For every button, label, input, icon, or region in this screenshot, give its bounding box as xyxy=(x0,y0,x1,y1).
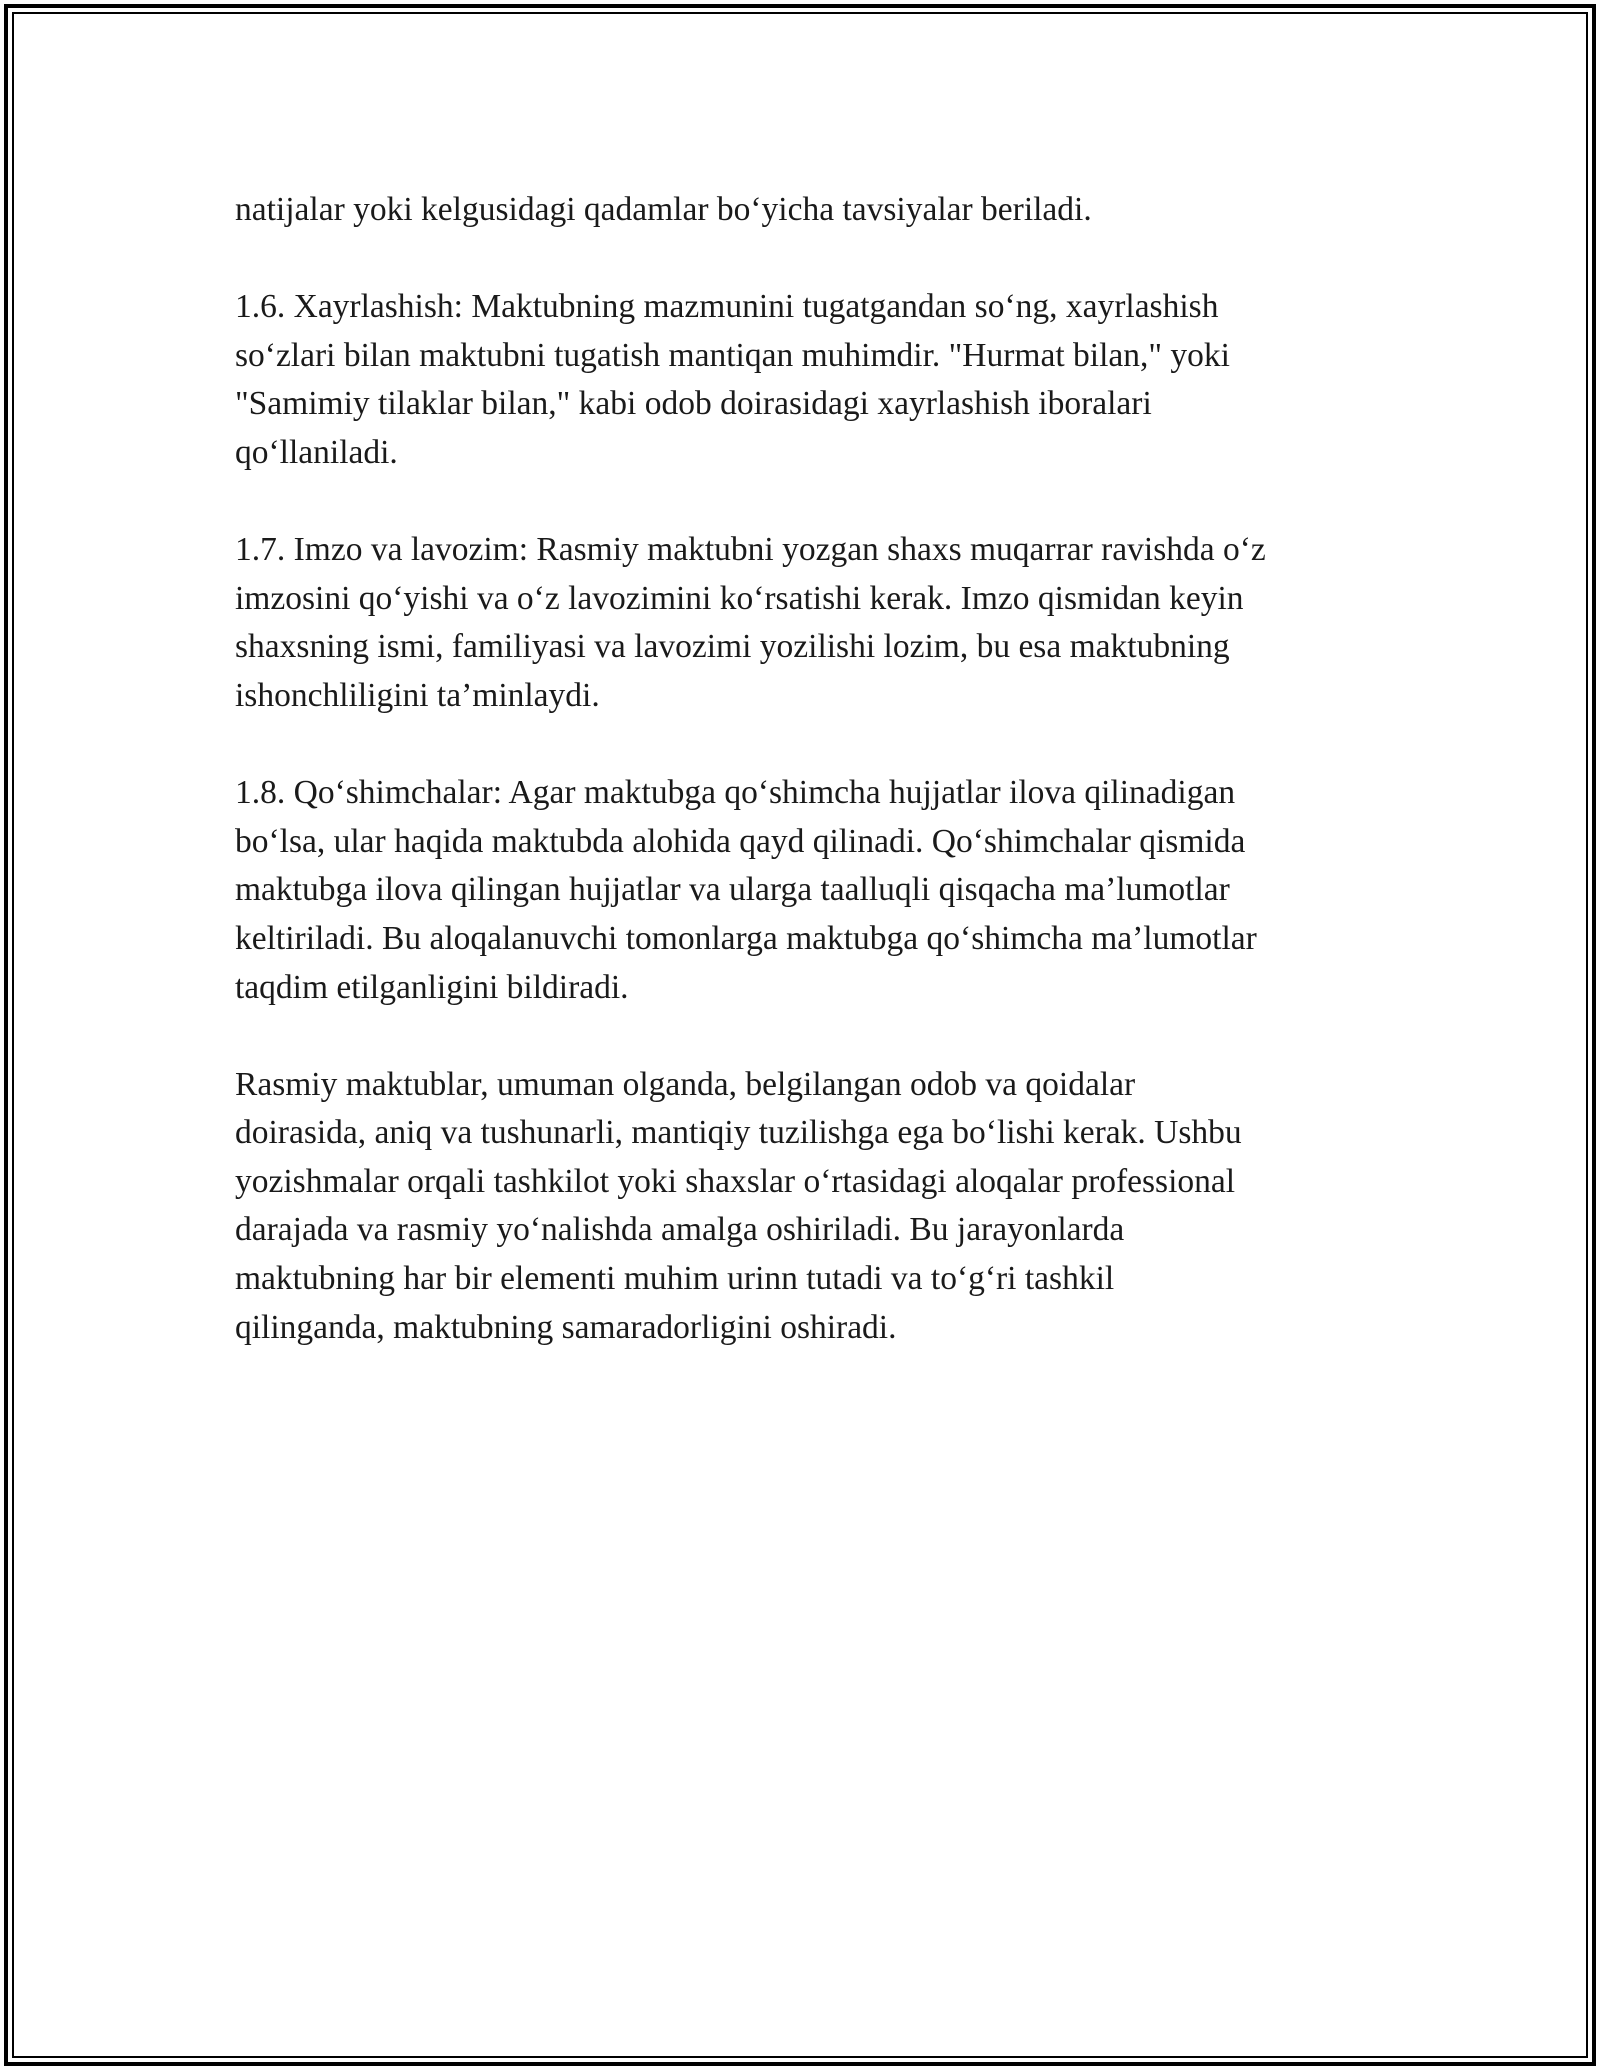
paragraph-section-1-8: 1.8. Qo‘shimchalar: Agar maktubga qo‘shimcha hujjatlar ilova qilinadigan bo‘lsa, ular haqida maktubda alohida qayd qilinadi. Qo‘shimchalar qismida maktubga ilova qilingan hujjatlar va ularga taalluqli qisqacha ma’lumotlar keltiriladi. Bu aloqalanuvchi tomonlarga maktubga qo‘shimcha ma’lumotlar taqdim etilganligini bildiradi. xyxy=(235,774,1257,1006)
document-body xyxy=(235,186,1385,1352)
paragraph-continuation: natijalar yoki kelgusidagi qadamlar bo‘yicha tavsiyalar beriladi. xyxy=(235,191,1092,228)
paragraph-section-1-6: 1.6. Xayrlashish: Maktubning mazmunini tugatgandan so‘ng, xayrlashish so‘zlari bilan maktubni tugatish mantiqan muhimdir. "Hurmat bilan," yoki "Samimiy tilaklar bilan," kabi odob doirasidagi xayrlashish iboralari qo‘llaniladi. xyxy=(235,288,1230,471)
paragraph-conclusion: Rasmiy maktublar, umuman olganda, belgilangan odob va qoidalar doirasida, aniq va tushunarli, mantiqiy tuzilishga ega bo‘lishi kerak. Ushbu yozishmalar orqali tashkilot yoki shaxslar o‘rtasidagi aloqalar professional darajada va rasmiy yo‘nalishda amalga oshiriladi. Bu jarayonlarda maktubning har bir elementi muhim urinn tutadi va to‘g‘ri tashkil qilinganda, maktubning samaradorligini oshiradi. xyxy=(235,1065,1242,1346)
paragraph-section-1-7: 1.7. Imzo va lavozim: Rasmiy maktubni yozgan shaxs muqarrar ravishda o‘z imzosini qo‘yishi va o‘z lavozimini ko‘rsatishi kerak. Imzo qismidan keyin shaxsning ismi, familiyasi va lavozimi yozilishi lozim, bu esa maktubning ishonchliligini ta’minlaydi. xyxy=(235,531,1266,714)
